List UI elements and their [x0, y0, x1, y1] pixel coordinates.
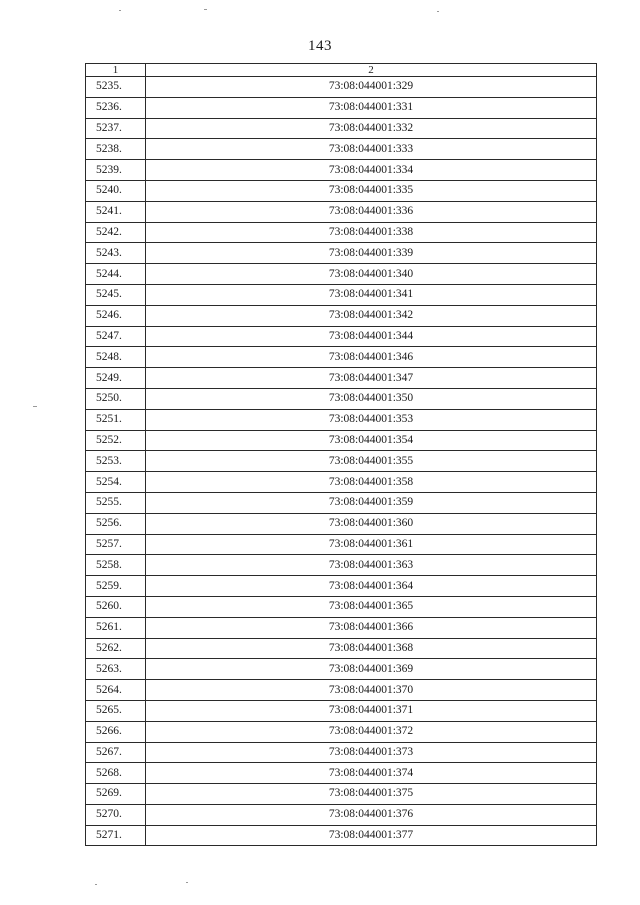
cadastral-number: 73:08:044001:355	[146, 451, 597, 472]
page-number: 143	[308, 38, 332, 54]
cadastral-number: 73:08:044001:377	[146, 825, 597, 846]
row-number: 5264.	[86, 680, 146, 701]
table-row	[86, 118, 597, 139]
cadastral-number: 73:08:044001:346	[146, 347, 597, 368]
row-number: 5247.	[86, 326, 146, 347]
cadastral-number: 73:08:044001:371	[146, 700, 597, 721]
scan-speck	[186, 882, 188, 883]
table-row	[86, 763, 597, 784]
table-row	[86, 222, 597, 243]
table-row	[86, 513, 597, 534]
table-row	[86, 742, 597, 763]
cadastral-number: 73:08:044001:363	[146, 555, 597, 576]
cadastral-number: 73:08:044001:336	[146, 201, 597, 222]
table-row	[86, 139, 597, 160]
cadastral-number: 73:08:044001:370	[146, 680, 597, 701]
table-row	[86, 326, 597, 347]
cadastral-number: 73:08:044001:329	[146, 77, 597, 98]
table-row	[86, 825, 597, 846]
cadastral-number: 73:08:044001:372	[146, 721, 597, 742]
row-number: 5249.	[86, 368, 146, 389]
table-row	[86, 97, 597, 118]
cadastral-number: 73:08:044001:365	[146, 596, 597, 617]
table-row	[86, 368, 597, 389]
table-row	[86, 388, 597, 409]
table-row	[86, 160, 597, 181]
row-number: 5267.	[86, 742, 146, 763]
table-row	[86, 347, 597, 368]
row-number: 5260.	[86, 596, 146, 617]
table-row	[86, 305, 597, 326]
cadastral-number: 73:08:044001:366	[146, 617, 597, 638]
table-row	[86, 617, 597, 638]
cadastral-number: 73:08:044001:338	[146, 222, 597, 243]
cadastral-number: 73:08:044001:358	[146, 472, 597, 493]
scan-speck	[204, 9, 207, 10]
row-number: 5269.	[86, 784, 146, 805]
cadastral-number: 73:08:044001:354	[146, 430, 597, 451]
table-row	[86, 451, 597, 472]
cadastral-number: 73:08:044001:374	[146, 763, 597, 784]
table-row	[86, 555, 597, 576]
row-number: 5258.	[86, 555, 146, 576]
row-number: 5268.	[86, 763, 146, 784]
row-number: 5253.	[86, 451, 146, 472]
row-number: 5255.	[86, 492, 146, 513]
table-row	[86, 409, 597, 430]
row-number: 5244.	[86, 264, 146, 285]
table-row	[86, 201, 597, 222]
cadastral-number: 73:08:044001:339	[146, 243, 597, 264]
row-number: 5265.	[86, 700, 146, 721]
cadastral-number: 73:08:044001:350	[146, 388, 597, 409]
column-header-code: 2	[146, 64, 597, 77]
table-row	[86, 180, 597, 201]
row-number: 5245.	[86, 284, 146, 305]
row-number: 5252.	[86, 430, 146, 451]
table-row	[86, 492, 597, 513]
row-number: 5271.	[86, 825, 146, 846]
row-number: 5238.	[86, 139, 146, 160]
row-number: 5251.	[86, 409, 146, 430]
scan-speck	[95, 884, 97, 885]
scan-speck	[437, 11, 439, 12]
cadastral-number: 73:08:044001:360	[146, 513, 597, 534]
table-row	[86, 534, 597, 555]
row-number: 5261.	[86, 617, 146, 638]
table-row	[86, 804, 597, 825]
cadastral-number: 73:08:044001:335	[146, 180, 597, 201]
row-number: 5242.	[86, 222, 146, 243]
row-number: 5263.	[86, 659, 146, 680]
row-number: 5239.	[86, 160, 146, 181]
cadastral-number: 73:08:044001:369	[146, 659, 597, 680]
row-number: 5250.	[86, 388, 146, 409]
table-row	[86, 243, 597, 264]
table-row	[86, 77, 597, 98]
scan-speck	[119, 10, 121, 11]
row-number: 5241.	[86, 201, 146, 222]
table-body	[86, 77, 597, 846]
cadastral-number: 73:08:044001:334	[146, 160, 597, 181]
row-number: 5256.	[86, 513, 146, 534]
cadastral-number: 73:08:044001:364	[146, 576, 597, 597]
table-row	[86, 284, 597, 305]
cadastral-number: 73:08:044001:373	[146, 742, 597, 763]
scan-speck	[33, 406, 37, 407]
row-number: 5266.	[86, 721, 146, 742]
row-number: 5237.	[86, 118, 146, 139]
table-row	[86, 596, 597, 617]
cadastral-number: 73:08:044001:344	[146, 326, 597, 347]
row-number: 5240.	[86, 180, 146, 201]
table-row	[86, 638, 597, 659]
row-number: 5248.	[86, 347, 146, 368]
cadastral-number: 73:08:044001:333	[146, 139, 597, 160]
cadastral-number: 73:08:044001:353	[146, 409, 597, 430]
cadastral-number: 73:08:044001:342	[146, 305, 597, 326]
cadastral-number: 73:08:044001:375	[146, 784, 597, 805]
cadastral-number: 73:08:044001:331	[146, 97, 597, 118]
table-row	[86, 700, 597, 721]
table-row	[86, 576, 597, 597]
table-row	[86, 721, 597, 742]
row-number: 5243.	[86, 243, 146, 264]
table-row	[86, 680, 597, 701]
row-number: 5235.	[86, 77, 146, 98]
cadastral-number: 73:08:044001:359	[146, 492, 597, 513]
table-row	[86, 264, 597, 285]
row-number: 5259.	[86, 576, 146, 597]
cadastral-number: 73:08:044001:341	[146, 284, 597, 305]
table-row	[86, 430, 597, 451]
cadastral-number: 73:08:044001:340	[146, 264, 597, 285]
parcel-table	[85, 63, 597, 846]
cadastral-number: 73:08:044001:332	[146, 118, 597, 139]
row-number: 5262.	[86, 638, 146, 659]
cadastral-number: 73:08:044001:347	[146, 368, 597, 389]
row-number: 5257.	[86, 534, 146, 555]
cadastral-number: 73:08:044001:361	[146, 534, 597, 555]
table-row	[86, 659, 597, 680]
table-header-row	[86, 64, 597, 77]
table-row	[86, 472, 597, 493]
row-number: 5270.	[86, 804, 146, 825]
row-number: 5236.	[86, 97, 146, 118]
cadastral-number: 73:08:044001:368	[146, 638, 597, 659]
table-row	[86, 784, 597, 805]
row-number: 5254.	[86, 472, 146, 493]
cadastral-number: 73:08:044001:376	[146, 804, 597, 825]
column-header-number: 1	[86, 64, 146, 77]
row-number: 5246.	[86, 305, 146, 326]
